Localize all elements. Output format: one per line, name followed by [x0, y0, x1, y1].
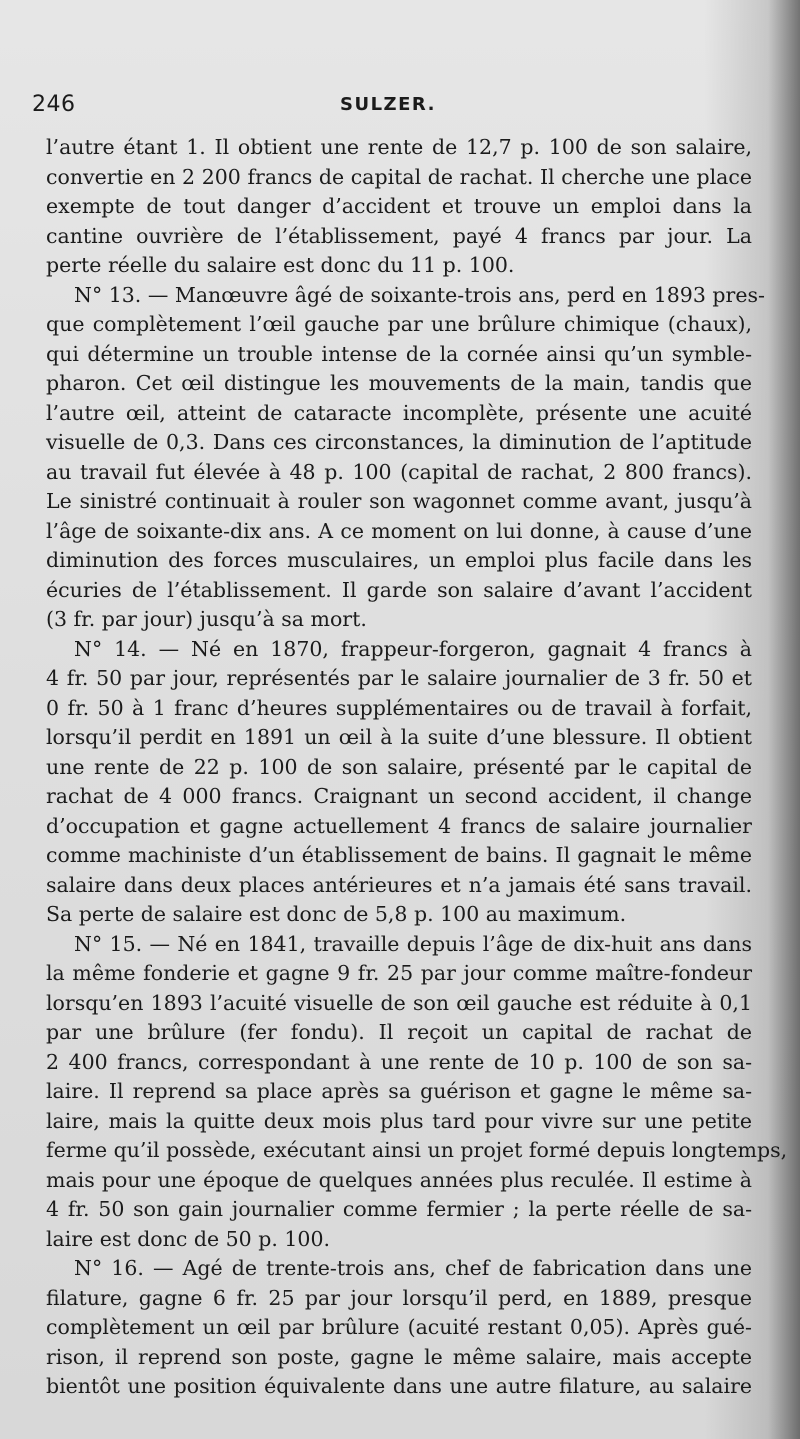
case-13-heading-line: N° 13. — Manœuvre âgé de soixante-trois ans, perd en 1893 pres- — [74, 282, 765, 307]
case-15-heading-line: N° 15. — Né en 1841, travaille depuis l’âge de dix-huit ans dans — [74, 931, 752, 956]
text-line: laire est donc de 50 p. 100. — [46, 1226, 331, 1251]
text-line: mais pour une époque de quelques années plus reculée. Il estime à — [46, 1167, 752, 1192]
text-line: d’occupation et gagne actuellement 4 francs de salaire journalier — [46, 813, 752, 838]
text-line: complètement un œil par brûlure (acuité restant 0,05). Après gué- — [46, 1315, 752, 1339]
page-number: 246 — [32, 92, 76, 117]
running-title: SULZER. — [340, 94, 436, 115]
text-line: 4 fr. 50 son gain journalier comme fermier ; la perte réelle de sa- — [46, 1197, 752, 1221]
text-line: pharon. Cet œil distingue les mouvements de la main, tandis que — [46, 371, 752, 395]
text-line: l’âge de soixante-dix ans. A ce moment on lui donne, à cause d’une — [46, 518, 752, 543]
text-line: qui détermine un trouble intense de la cornée ainsi qu’un symble- — [46, 341, 752, 366]
text-line: l’autre étant 1. Il obtient une rente de 12,7 p. 100 de son salaire, — [46, 135, 752, 159]
text-line: que complètement l’œil gauche par une brûlure chimique (chaux), — [46, 312, 752, 336]
text-line: Le sinistré continuait à rouler son wagonnet comme avant, jusqu’à — [46, 489, 752, 513]
text-line: cantine ouvrière de l’établissement, payé 4 francs par jour. La — [46, 223, 752, 248]
text-line: la même fonderie et gagne 9 fr. 25 par jour comme maître-fondeur — [46, 961, 752, 985]
text-line: convertie en 2 200 francs de capital de rachat. Il cherche une place — [46, 164, 752, 189]
case-14-heading-line: N° 14. — Né en 1870, frappeur-forgeron, gagnait 4 francs à — [74, 636, 752, 661]
text-line: rachat de 4 000 francs. Craignant un second accident, il change — [46, 784, 752, 808]
text-line: 2 400 francs, correspondant à une rente de 10 p. 100 de son sa- — [46, 1049, 752, 1074]
text-line: Sa perte de salaire est donc de 5,8 p. 100 au maximum. — [46, 902, 627, 926]
text-line: ferme qu’il possède, exécutant ainsi un projet formé depuis longtemps, — [46, 1138, 788, 1162]
text-line: lorsqu’il perdit en 1891 un œil à la suite d’une blessure. Il obtient — [46, 725, 752, 749]
case-16-heading-line: N° 16. — Agé de trente-trois ans, chef de fabrication dans une — [74, 1256, 752, 1280]
text-line: écuries de l’établissement. Il garde son salaire d’avant l’accident — [46, 577, 752, 602]
text-line: bientôt une position équivalente dans une autre filature, au salaire — [46, 1374, 752, 1398]
text-line: rison, il reprend son poste, gagne le même salaire, mais accepte — [46, 1344, 752, 1369]
text-line: l’autre œil, atteint de cataracte incomplète, présente une acuité — [46, 400, 752, 425]
text-line: visuelle de 0,3. Dans ces circonstances, la diminution de l’aptitude — [46, 430, 752, 454]
text-line: 0 fr. 50 à 1 franc d’heures supplémentaires ou de travail à forfait, — [46, 695, 752, 720]
text-line: comme machiniste d’un établissement de bains. Il gagnait le même — [46, 843, 752, 867]
text-line: perte réelle du salaire est donc du 11 p. 100. — [46, 253, 515, 277]
text-line: une rente de 22 p. 100 de son salaire, présenté par le capital de — [46, 754, 752, 779]
text-line: exempte de tout danger d’accident et trouve un emploi dans la — [46, 194, 752, 218]
page-header — [0, 92, 800, 126]
text-line: 4 fr. 50 par jour, représentés par le salaire journalier de 3 fr. 50 et — [46, 666, 752, 690]
text-line: filature, gagne 6 fr. 25 par jour lorsqu’il perd, en 1889, presque — [46, 1285, 752, 1310]
text-line: par une brûlure (fer fondu). Il reçoit un capital de rachat de — [46, 1020, 752, 1044]
text-line: (3 fr. par jour) jusqu’à sa mort. — [46, 607, 367, 631]
text-line: salaire dans deux places antérieures et n’a jamais été sans travail. — [46, 872, 752, 897]
text-line: lorsqu’en 1893 l’acuité visuelle de son œil gauche est réduite à 0,1 — [46, 990, 752, 1015]
body-text — [46, 133, 788, 1402]
text-line: au travail fut élevée à 48 p. 100 (capital de rachat, 2 800 francs). — [46, 459, 752, 484]
text-line: laire, mais la quitte deux mois plus tard pour vivre sur une petite — [46, 1108, 752, 1133]
text-line: laire. Il reprend sa place après sa guérison et gagne le même sa- — [46, 1079, 752, 1103]
text-line: diminution des forces musculaires, un emploi plus facile dans les — [46, 548, 752, 572]
